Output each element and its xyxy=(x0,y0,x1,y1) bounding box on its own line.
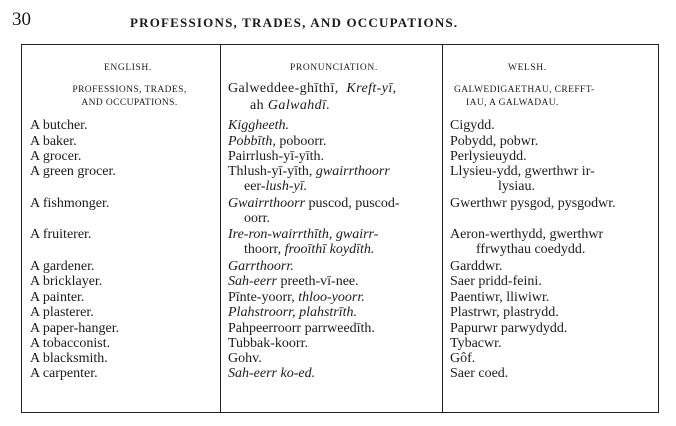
welsh-entry xyxy=(450,227,603,242)
entry-text: A plasterer. xyxy=(30,305,94,320)
welsh-entry xyxy=(450,149,527,164)
welsh-entry xyxy=(450,164,595,179)
entry-text: plahstrīth. xyxy=(295,305,358,320)
welsh-entry xyxy=(450,259,503,274)
section-word: Galweddee-ghīthī, xyxy=(228,81,339,96)
entry-text: Aeron-werthydd, gwerthwr xyxy=(450,227,604,242)
english-entry xyxy=(30,227,91,242)
entry-text: Plastrwr, plastrydd. xyxy=(450,305,559,320)
pronunciation-entry-cont xyxy=(244,242,374,257)
section-line: IAU, A GALWADAU. xyxy=(466,98,559,108)
entry-text: preeth-vī-nee. xyxy=(277,274,359,289)
entry-text: A fishmonger. xyxy=(30,196,110,211)
pronunciation-entry xyxy=(228,227,378,242)
english-header: ENGLISH. xyxy=(104,63,152,73)
entry-text: Papurwr parwydydd. xyxy=(450,321,568,336)
entry-text: Tubbak-koorr. xyxy=(228,336,308,351)
entry-text: Pairrlush-yī-yīth. xyxy=(228,149,325,164)
english-entry xyxy=(30,366,98,381)
entry-text: ko-ed. xyxy=(277,366,316,381)
column-divider xyxy=(220,45,221,412)
entry-text: puscod, puscod- xyxy=(305,196,400,211)
entry-text: Kiggheeth. xyxy=(228,118,290,133)
vocabulary-table xyxy=(21,44,659,413)
pronunciation-header: PRONUNCIATION. xyxy=(290,63,378,73)
entry-text: lysiau. xyxy=(498,179,535,194)
welsh-entry xyxy=(450,305,559,320)
pronunciation-entry xyxy=(228,259,294,274)
english-entry xyxy=(30,164,116,179)
entry-text: A carpenter. xyxy=(30,366,98,381)
section-word: Galwahdī. xyxy=(267,98,331,113)
welsh-entry xyxy=(450,290,549,305)
pronunciation-entry xyxy=(228,274,359,289)
welsh-header: WELSH. xyxy=(508,63,547,73)
section-line: AND OCCUPATIONS. xyxy=(81,98,178,108)
entry-text: A fruiterer. xyxy=(30,227,92,242)
entry-text: lush-yī. xyxy=(265,179,308,194)
entry-text: oorr. xyxy=(244,211,271,226)
pronunciation-entry xyxy=(228,366,315,381)
entry-text: Plahstroorr, xyxy=(228,305,296,320)
entry-text: Pobbīth, xyxy=(228,134,276,149)
entry-text: thoorr, xyxy=(244,242,282,257)
entry-text: A baker. xyxy=(30,134,77,149)
pronunciation-entry xyxy=(228,196,400,211)
pronunciation-entry-cont xyxy=(244,211,270,226)
entry-text: A green grocer. xyxy=(30,164,116,179)
entry-text: Pobydd, pobwr. xyxy=(450,134,539,149)
entry-text: Saer pridd-feini. xyxy=(450,274,542,289)
welsh-entry xyxy=(450,274,542,289)
english-entry xyxy=(30,321,119,336)
page-number: 30 xyxy=(12,9,31,30)
running-head: PROFESSIONS, TRADES, AND OCCUPATIONS. xyxy=(130,15,459,30)
entry-text: Garrthoorr. xyxy=(228,259,294,274)
entry-text: A butcher. xyxy=(30,118,88,133)
english-entry xyxy=(30,134,77,149)
entry-text: Sah-eerr xyxy=(228,366,277,381)
entry-text: ffrwythau coedydd. xyxy=(476,242,586,257)
pronunciation-entry xyxy=(228,134,326,149)
column-divider xyxy=(442,45,443,412)
entry-text: Cigydd. xyxy=(450,118,495,133)
entry-text: Gôf. xyxy=(450,351,476,366)
english-entry xyxy=(30,305,94,320)
entry-text: Pahpeerroorr parrweedīth. xyxy=(228,321,375,336)
english-entry xyxy=(30,274,102,289)
entry-text: A blacksmith. xyxy=(30,351,108,366)
entry-text: Llysieu-ydd, gwerthwr ir- xyxy=(450,164,595,179)
welsh-entry xyxy=(450,321,567,336)
pronunciation-entry xyxy=(228,118,289,133)
welsh-entry xyxy=(450,196,616,211)
section-word: ah xyxy=(250,98,265,113)
entry-text: Thlush-yī-yīth, xyxy=(228,164,313,179)
pronunciation-entry xyxy=(228,321,375,336)
entry-text: A painter. xyxy=(30,290,85,305)
pronunciation-entry xyxy=(228,149,324,164)
entry-text: A tobacconist. xyxy=(30,336,111,351)
entry-text: Gwairrthoorr xyxy=(228,196,306,211)
welsh-entry-cont xyxy=(498,179,535,194)
pronunciation-entry xyxy=(228,305,357,320)
pronunciation-entry xyxy=(228,351,262,366)
pronunciation-entry xyxy=(228,164,390,179)
entry-text: poboorr. xyxy=(275,134,327,149)
welsh-entry xyxy=(450,351,475,366)
english-entry xyxy=(30,196,109,211)
entry-text: Gwerthwr pysgod, pysgodwr. xyxy=(450,196,616,211)
entry-text: Sah-eerr xyxy=(228,274,277,289)
welsh-entry-cont xyxy=(476,242,585,257)
pronunciation-entry xyxy=(228,290,365,305)
entry-text: Pīnte-yoorr, xyxy=(228,290,295,305)
english-entry xyxy=(30,118,88,133)
entry-text: Saer coed. xyxy=(450,366,509,381)
section-word: Kreft-yī, xyxy=(346,81,397,96)
section-line: GALWEDIGAETHAU, CREFFT- xyxy=(454,85,595,95)
english-entry xyxy=(30,336,110,351)
entry-text: gwairr- xyxy=(332,227,379,242)
welsh-section-title xyxy=(454,84,650,110)
section-line xyxy=(228,97,438,114)
entry-text: A grocer. xyxy=(30,149,82,164)
entry-text: frooīthī koydīth. xyxy=(281,242,375,257)
entry-text: Paentiwr, lliwiwr. xyxy=(450,290,550,305)
entry-text: gwairrthoorr xyxy=(312,164,390,179)
entry-text: Ire-ron-wairrthīth, xyxy=(228,227,333,242)
entry-text: Garddwr. xyxy=(450,259,503,274)
welsh-entry xyxy=(450,134,538,149)
welsh-entry xyxy=(450,336,502,351)
welsh-entry xyxy=(450,366,508,381)
entry-text: Perlysieuydd. xyxy=(450,149,527,164)
english-entry xyxy=(30,149,81,164)
section-line: PROFESSIONS, TRADES, xyxy=(72,85,187,95)
entry-text: A bricklayer. xyxy=(30,274,103,289)
pronunciation-section-title xyxy=(228,80,438,114)
entry-text: thloo-yoorr. xyxy=(294,290,365,305)
pronunciation-entry xyxy=(228,336,308,351)
english-entry xyxy=(30,351,108,366)
entry-text: Tybacwr. xyxy=(450,336,502,351)
entry-text: A gardener. xyxy=(30,259,95,274)
welsh-entry xyxy=(450,118,495,133)
entry-text: eer- xyxy=(244,179,266,194)
entry-text: A paper-hanger. xyxy=(30,321,120,336)
english-entry xyxy=(30,290,84,305)
english-entry xyxy=(30,259,95,274)
english-section-title xyxy=(42,84,217,110)
section-line xyxy=(228,80,438,97)
entry-text: Gohv. xyxy=(228,351,262,366)
pronunciation-entry-cont xyxy=(244,179,307,194)
